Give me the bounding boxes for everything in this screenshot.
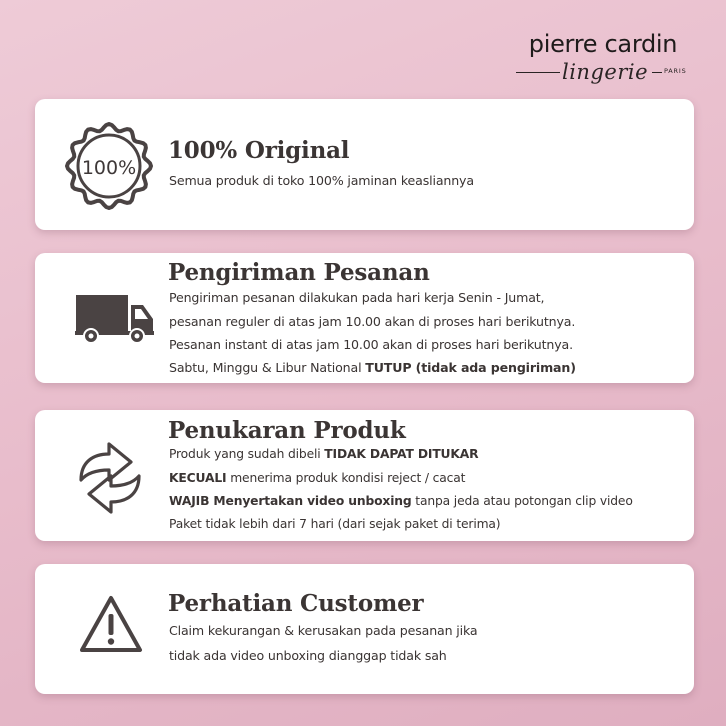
line-text: Claim kekurangan & kerusakan pada pesanan jika: [169, 623, 478, 638]
card-line: [169, 471, 465, 485]
brand-city: PARIS: [664, 67, 687, 75]
info-card-original: [35, 99, 694, 230]
info-card-shipping: [35, 253, 694, 383]
card-title: Pengiriman Pesanan: [168, 259, 430, 286]
badge-100-percent-icon: [63, 120, 155, 212]
card-title: 100% Original: [168, 137, 350, 164]
delivery-truck-icon: [75, 293, 155, 345]
brand-script: lingerie: [562, 60, 649, 84]
badge-text: 100%: [81, 157, 137, 179]
brand-logo: [514, 30, 692, 86]
logo-line-left: [516, 72, 560, 73]
card-line: [169, 290, 544, 305]
line-text: tidak ada video unboxing dianggap tidak sah: [169, 648, 447, 663]
card-line: [169, 314, 575, 329]
exchange-arrows-icon: [75, 440, 145, 516]
line-text: Semua produk di toko 100% jaminan keasliannya: [169, 173, 474, 188]
line-text: Sabtu, Minggu & Libur National: [169, 360, 366, 375]
line-text: Pesanan instant di atas jam 10.00 akan di proses hari berikutnya.: [169, 337, 573, 352]
card-line: [169, 447, 478, 461]
brand-name: pierre cardin: [528, 30, 678, 58]
line-text: Pengiriman pesanan dilakukan pada hari kerja Senin - Jumat,: [169, 290, 545, 305]
card-line: [169, 517, 500, 531]
card-line: [169, 173, 474, 188]
line-bold-text: TIDAK DAPAT DITUKAR: [324, 447, 479, 461]
line-bold-text: KECUALI: [169, 471, 227, 485]
line-text: menerima produk kondisi reject / cacat: [226, 471, 466, 485]
line-bold-text: WAJIB Menyertakan video unboxing: [169, 494, 412, 508]
card-line: [169, 648, 447, 663]
line-text: tanpa jeda atau potongan clip video: [411, 494, 633, 508]
warning-triangle-icon: [78, 594, 144, 654]
info-card-exchange: [35, 410, 694, 541]
logo-line-right: [652, 72, 662, 73]
line-bold-text: TUTUP (tidak ada pengiriman): [365, 360, 576, 375]
card-line: [169, 360, 576, 375]
line-text: Paket tidak lebih dari 7 hari (dari sejak paket di terima): [169, 517, 501, 531]
card-line: [169, 337, 573, 352]
card-line: [169, 623, 477, 638]
info-card-customer-notice: [35, 564, 694, 694]
card-title: Perhatian Customer: [168, 590, 424, 617]
line-text: Produk yang sudah dibeli: [169, 447, 325, 461]
card-title: Penukaran Produk: [168, 417, 406, 444]
card-line: [169, 494, 633, 508]
line-text: pesanan reguler di atas jam 10.00 akan di proses hari berikutnya.: [169, 314, 576, 329]
